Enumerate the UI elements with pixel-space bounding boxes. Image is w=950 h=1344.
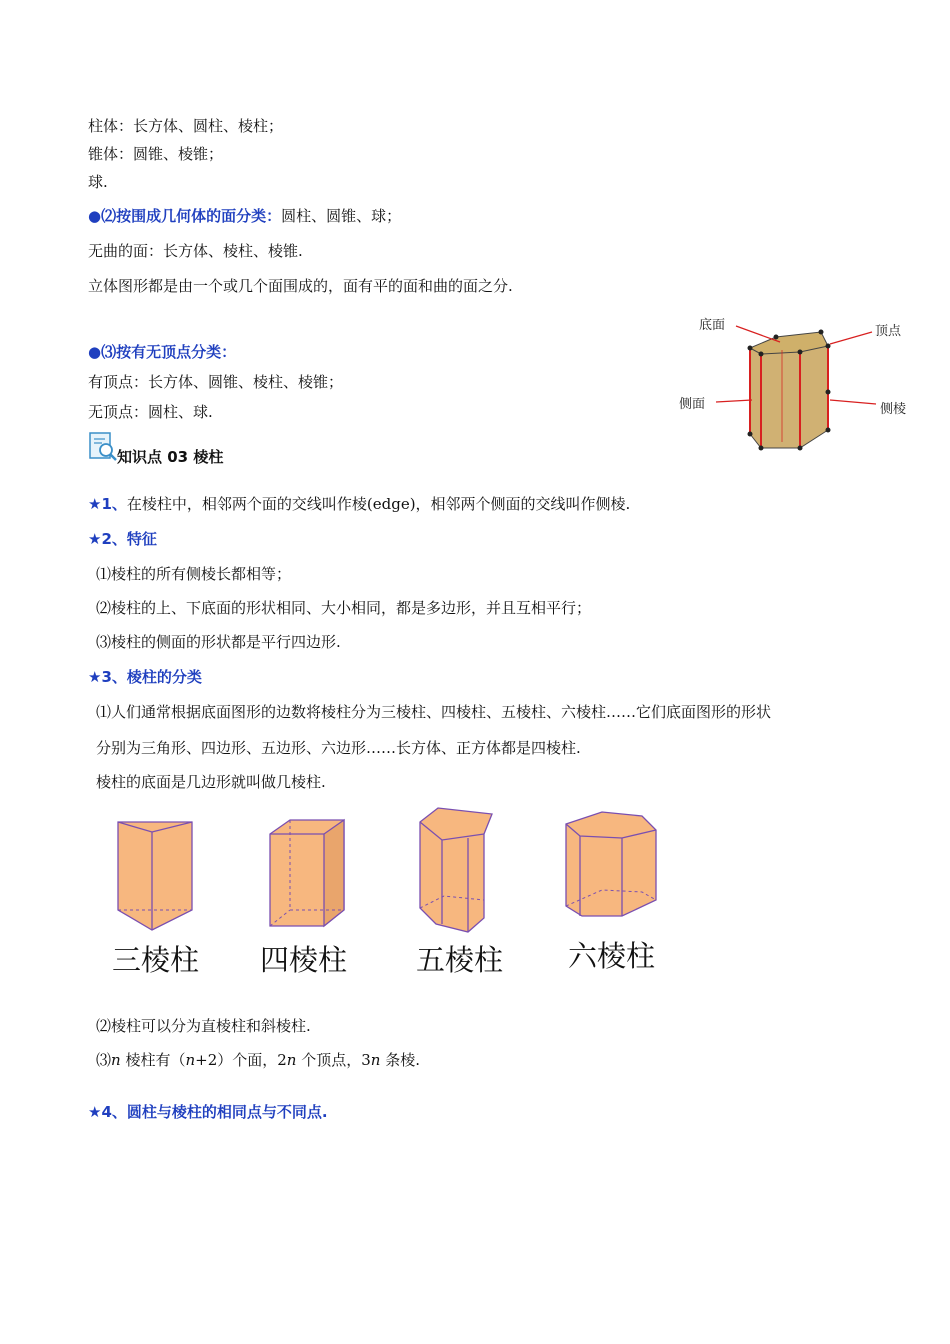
label-hexagonal-prism: 六棱柱	[568, 939, 656, 973]
item1-star: ★1、	[88, 495, 127, 513]
section3-line1: 有顶点：长方体、圆锥、棱柱、棱锥；	[88, 373, 344, 391]
section3-title: ⑶按有无顶点分类：	[101, 343, 237, 361]
item3-point2: ⑵棱柱可以分为直棱柱和斜棱柱.	[96, 1017, 311, 1035]
label-lateral-edge: 侧棱	[880, 402, 907, 417]
triangular-prism-figure	[112, 814, 202, 934]
label-vertex: 顶点	[875, 324, 902, 339]
section3-heading	[88, 342, 236, 362]
var-n: n	[111, 1051, 121, 1069]
label-pentagonal-prism: 五棱柱	[416, 943, 504, 977]
item3-heading: ★3、棱柱的分类	[88, 668, 202, 686]
pentagonal-prism-figure	[414, 804, 504, 934]
p3-text-e: 条棱.	[380, 1051, 420, 1069]
section2-line2: 立体图形都是由一个或几个面围成的，面有平的面和曲的面之分.	[88, 277, 513, 295]
item4-heading: ★4、圆柱与棱柱的相同点与不同点.	[88, 1103, 328, 1121]
p3-text-c: +2）个面，2	[195, 1051, 287, 1069]
item1-text: 在棱柱中，相邻两个面的交线叫作棱(edge)，相邻两个侧面的交线叫作侧棱.	[126, 495, 631, 513]
knowledge-point-title: 知识点 03 棱柱	[117, 448, 224, 466]
square-prism-figure	[264, 814, 354, 934]
item3-point1a: ⑴人们通常根据底面图形的边数将棱柱分为三棱柱、四棱柱、五棱柱、六棱柱……它们底面图形的形状	[96, 703, 772, 721]
var-n: n	[286, 1051, 297, 1069]
section2-title-rest: 圆柱、圆锥、球；	[281, 207, 402, 225]
item2-point3: ⑶棱柱的侧面的形状都是平行四边形.	[96, 633, 341, 651]
label-triangular-prism: 三棱柱	[112, 943, 200, 977]
label-square-prism: 四棱柱	[260, 943, 348, 977]
text-line-columnar: 柱体：长方体、圆柱、棱柱；	[88, 117, 284, 135]
section2-line1: 无曲的面：长方体、棱柱、棱锥.	[88, 242, 303, 260]
item2-point2: ⑵棱柱的上、下底面的形状相同、大小相同，都是多边形，并且互相平行；	[96, 599, 592, 617]
section3-line2: 无顶点：圆柱、球.	[88, 403, 213, 421]
var-n: n	[370, 1051, 381, 1069]
bullet-icon: ●	[88, 343, 102, 361]
p3-text-d: 个顶点，3	[296, 1051, 371, 1069]
p3-text-b: 棱柱有（	[120, 1051, 186, 1069]
bullet-icon: ●	[88, 207, 102, 225]
p3-prefix: ⑶	[96, 1051, 112, 1069]
text-line-cones: 锥体：圆锥、棱锥；	[88, 145, 224, 163]
item2-heading: ★2、特征	[88, 530, 157, 548]
item3-point1b: 分别为三角形、四边形、五边形、六边形……长方体、正方体都是四棱柱.	[96, 739, 581, 757]
text-line-sphere: 球.	[88, 173, 108, 191]
section2-heading	[88, 206, 401, 226]
label-side-face: 侧面	[679, 397, 706, 412]
hexagonal-prism-figure	[562, 808, 662, 918]
magnifier-document-icon	[88, 431, 118, 463]
var-n: n	[185, 1051, 196, 1069]
section2-title: ⑵按围成几何体的面分类：	[101, 207, 282, 225]
item1	[88, 494, 630, 514]
label-base-face: 底面	[699, 318, 726, 333]
item3-point1c: 棱柱的底面是几边形就叫做几棱柱.	[96, 773, 326, 791]
item2-point1: ⑴棱柱的所有侧棱长都相等；	[96, 565, 292, 583]
item3-point3	[96, 1050, 420, 1070]
hex-prism-diagram	[676, 312, 906, 452]
